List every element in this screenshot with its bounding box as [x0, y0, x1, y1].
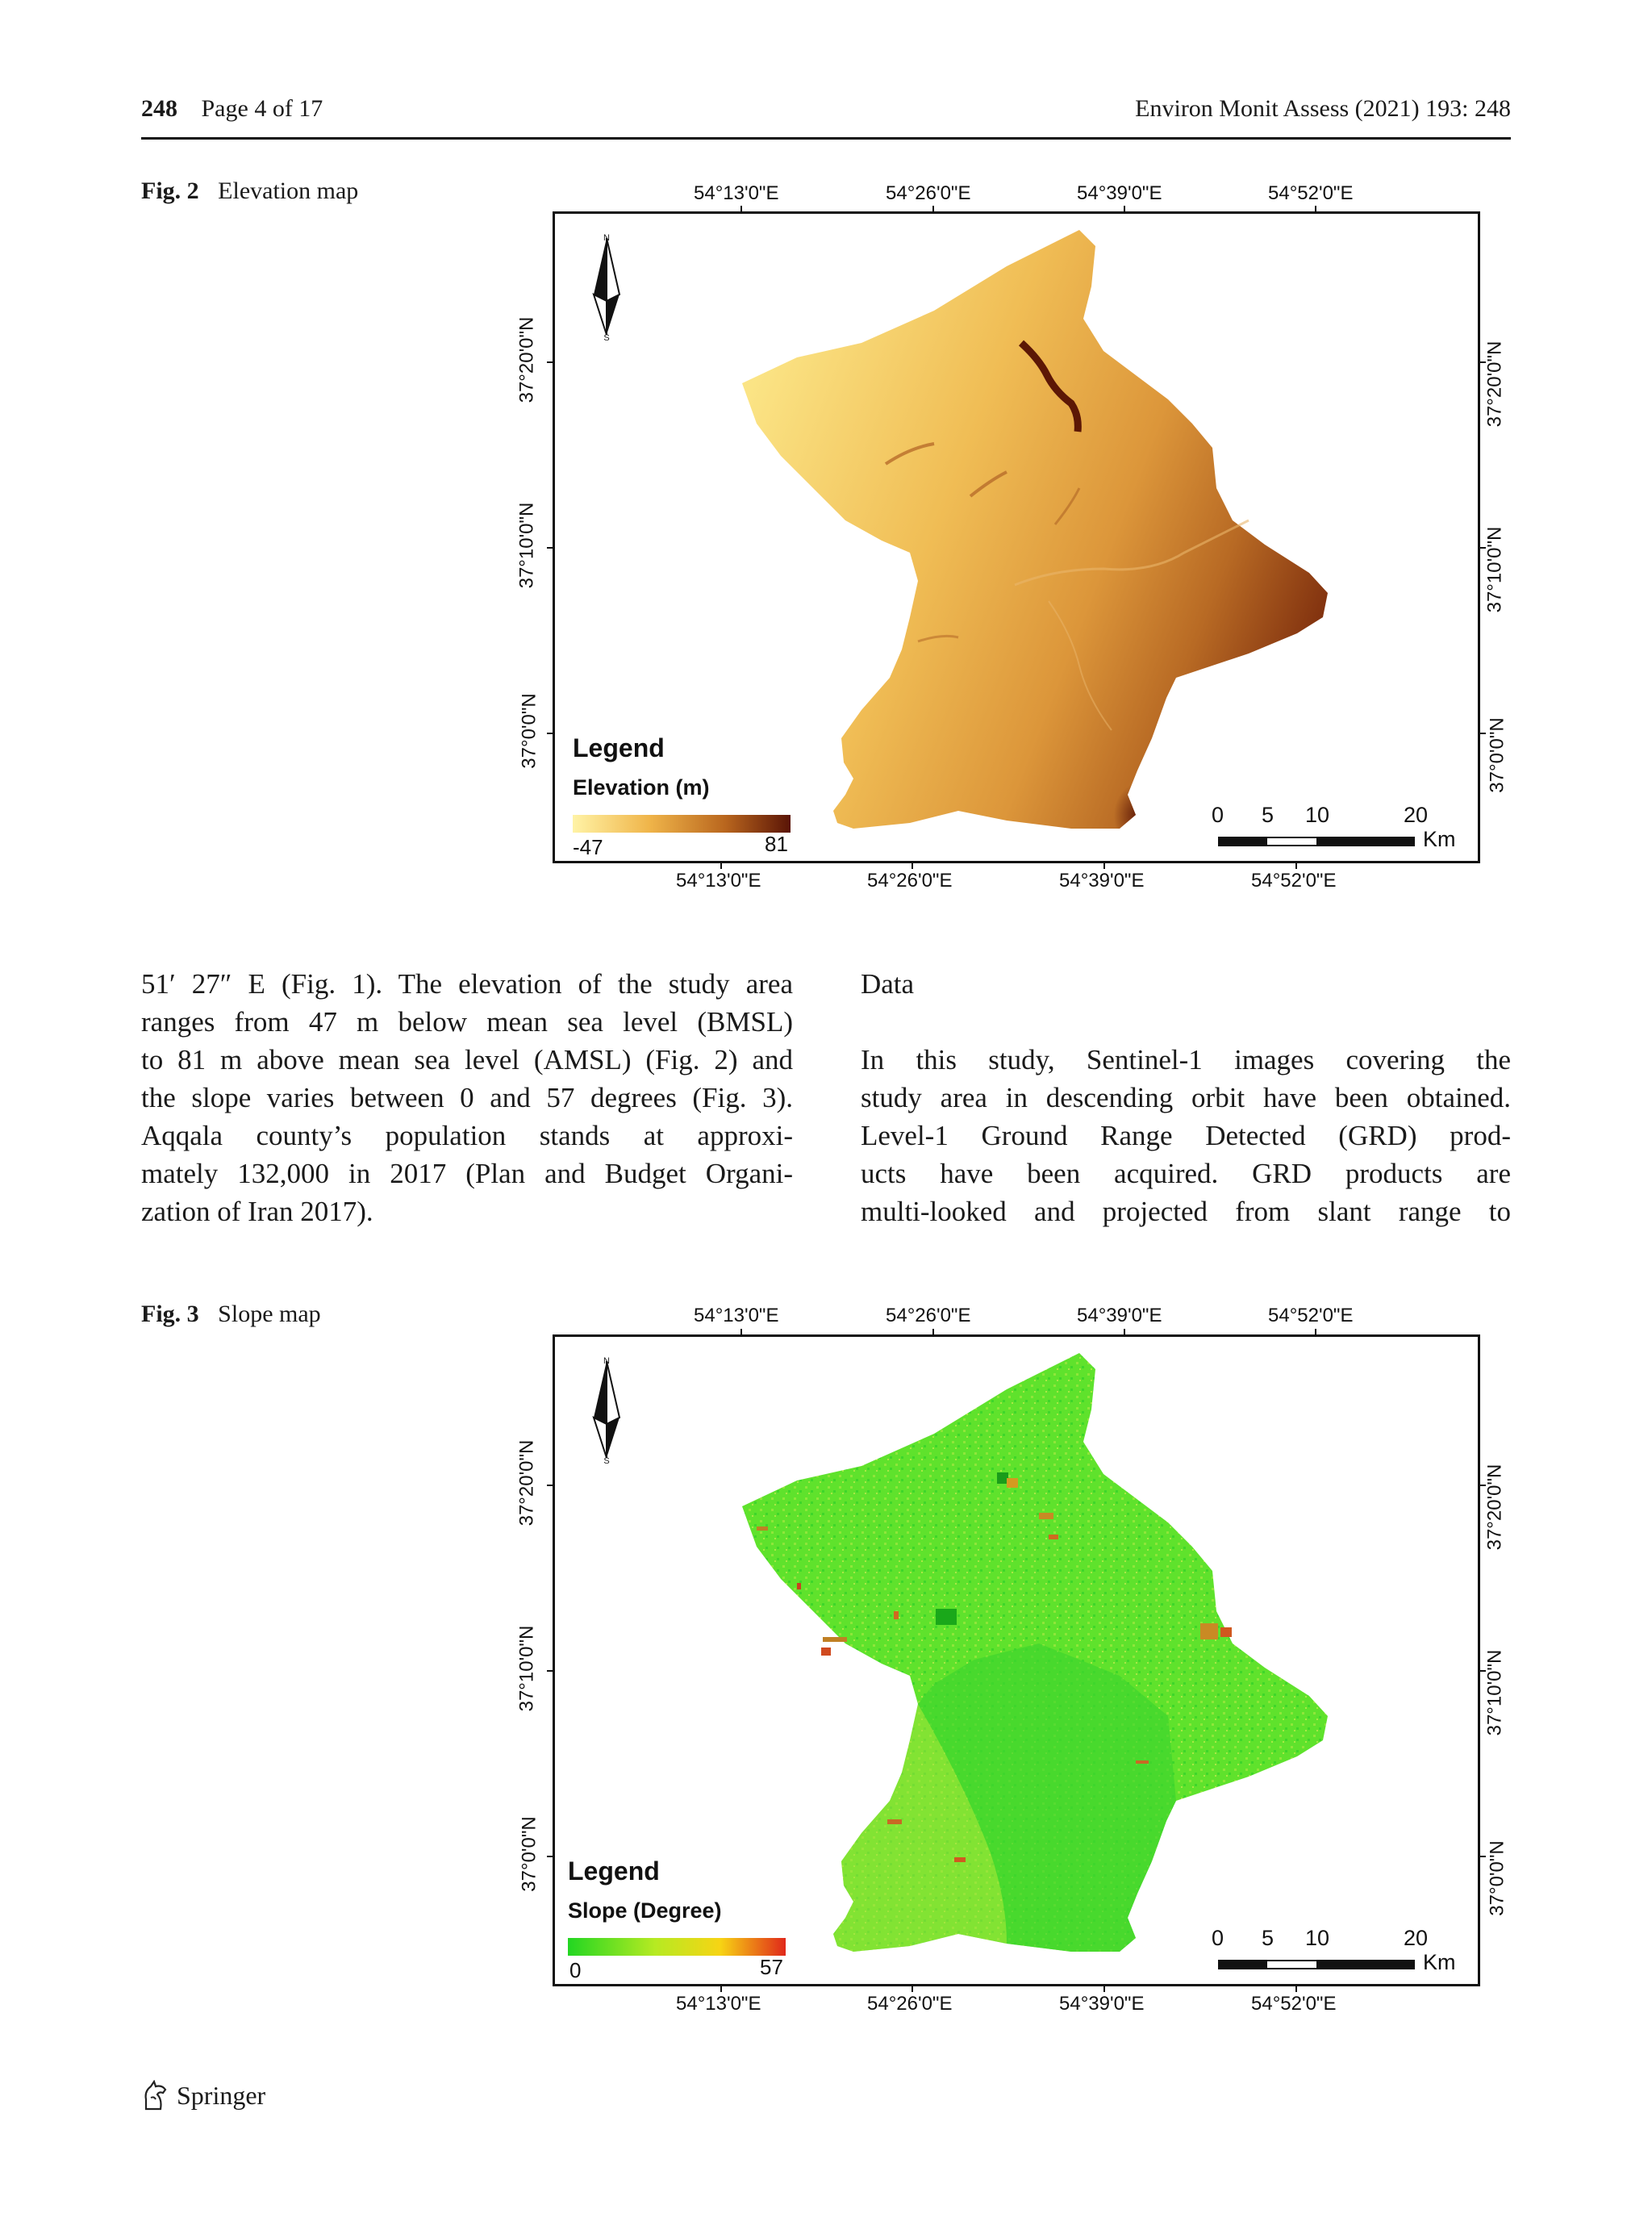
running-header-left [141, 95, 323, 123]
study-area-shape [742, 230, 1328, 829]
left-line-4: the slope varies between 0 and 57 degrees (Fig. 3). [141, 1082, 793, 1113]
elevation-color-ramp [573, 815, 791, 833]
right-line-5: multi-looked and projected from slant range to [861, 1196, 1511, 1227]
fig3-left-lat-3: 37°0'0"N [518, 1816, 540, 1892]
fig3-top-coord-3: 54°39'0"E [1077, 1305, 1162, 1326]
right-line-3: Level-1 Ground Range Detected (GRD) prod- [861, 1120, 1511, 1151]
left-line-5: Aqqala county’s population stands at approxi- [141, 1120, 793, 1151]
fig2-left-lat-1: 37°20'0"N [515, 316, 538, 403]
fig2-bottom-coord-1: 54°13'0"E [676, 870, 761, 892]
footer-publisher [141, 2080, 265, 2111]
fig3-bottom-coord-4: 54°52'0"E [1251, 1993, 1337, 2015]
fig3-right-lat-1: 37°20'0"N [1483, 1464, 1506, 1551]
fig2-bottom-coord-3: 54°39'0"E [1059, 870, 1145, 892]
fig3-top-coord-1: 54°13'0"E [694, 1305, 779, 1326]
south-label: S [603, 1456, 610, 1466]
left-line-1: 51′ 27″ E (Fig. 1). The elevation of the study area [141, 968, 793, 1000]
scale-label-20: 20 [1404, 803, 1429, 827]
fig2-caption-text: Elevation map [218, 177, 359, 204]
legend-subtitle: Elevation (m) [573, 775, 710, 800]
fig2-top-coord-4: 54°52'0"E [1268, 182, 1354, 204]
scale-label-10: 10 [1305, 803, 1330, 827]
fig2-left-lat-2: 37°10'0"N [515, 502, 538, 589]
legend-min: -47 [573, 835, 603, 859]
fig2-right-lat-3: 37°0'0"N [1486, 717, 1508, 793]
scale-unit: Km [1423, 827, 1456, 851]
scale-bar [1218, 837, 1415, 846]
slope-raster [555, 1337, 1478, 1984]
fig3-caption-text: Slope map [218, 1301, 321, 1327]
legend-subtitle: Slope (Degree) [568, 1898, 722, 1923]
fig2-right-lat-1: 37°20'0"N [1483, 340, 1506, 428]
fig3-top-coord-4: 54°52'0"E [1268, 1305, 1354, 1326]
fig2-top-coord-1: 54°13'0"E [694, 182, 779, 204]
scale-label-20: 20 [1404, 1926, 1429, 1950]
fig2-label: Fig. 2 [141, 177, 199, 204]
legend-min: 0 [569, 1958, 582, 1982]
left-column-paragraph [141, 965, 793, 1230]
left-line-3: to 81 m above mean sea level (AMSL) (Fig. 2) and [141, 1044, 793, 1075]
right-line-2: study area in descending orbit have been obtained. [861, 1082, 1511, 1113]
fig3-label: Fig. 3 [141, 1301, 199, 1327]
fig3-caption [141, 1301, 321, 1328]
fig2-right-lat-2: 37°10'0"N [1483, 526, 1506, 613]
fig2-bottom-coord-4: 54°52'0"E [1251, 870, 1337, 892]
left-line-7: zation of Iran 2017). [141, 1196, 373, 1227]
data-section-heading: Data [861, 968, 915, 1000]
slope-color-ramp [568, 1938, 786, 1956]
slope-map-frame [553, 1334, 1480, 1986]
scale-bar [1218, 1960, 1415, 1969]
page-of: Page 4 of 17 [201, 95, 323, 122]
page-number: 248 [141, 95, 177, 122]
fig3-bottom-coord-1: 54°13'0"E [676, 1993, 761, 2015]
fig3-right-lat-3: 37°0'0"N [1486, 1840, 1508, 1916]
header-rule [141, 137, 1511, 140]
fig2-top-coord-2: 54°26'0"E [886, 182, 971, 204]
north-label: N [603, 233, 610, 243]
elevation-map-frame [553, 211, 1480, 863]
fig3-right-lat-2: 37°10'0"N [1483, 1649, 1506, 1736]
fig3-left-lat-1: 37°20'0"N [515, 1439, 538, 1526]
fig3-bottom-coord-2: 54°26'0"E [867, 1993, 953, 2015]
fig2-left-lat-3: 37°0'0"N [518, 693, 540, 769]
right-line-1: In this study, Sentinel-1 images covering the [861, 1044, 1511, 1075]
fig3-top-coord-2: 54°26'0"E [886, 1305, 971, 1326]
right-line-4: ucts have been acquired. GRD products are [861, 1158, 1511, 1189]
scale-label-10: 10 [1305, 1926, 1330, 1950]
springer-horse-icon [141, 2080, 170, 2111]
scale-label-0: 0 [1212, 1926, 1224, 1950]
north-arrow-icon [594, 238, 620, 335]
legend-max: 57 [760, 1955, 783, 1979]
publisher-name: Springer [177, 2080, 266, 2110]
fig2-bottom-coord-2: 54°26'0"E [867, 870, 953, 892]
scale-label-5: 5 [1262, 1926, 1274, 1950]
fig2-top-coord-3: 54°39'0"E [1077, 182, 1162, 204]
journal-citation: Environ Monit Assess (2021) 193: 248 [1135, 95, 1511, 122]
legend-title: Legend [573, 733, 665, 762]
left-line-2: ranges from 47 m below mean sea level (BMSL) [141, 1006, 793, 1038]
right-column-paragraph [861, 1041, 1511, 1230]
fig3-bottom-coord-3: 54°39'0"E [1059, 1993, 1145, 2015]
legend-max: 81 [765, 832, 788, 856]
legend-title: Legend [568, 1856, 660, 1886]
north-arrow-icon [594, 1361, 620, 1458]
fig3-left-lat-2: 37°10'0"N [515, 1625, 538, 1712]
scale-label-5: 5 [1262, 803, 1274, 827]
fig2-caption [141, 177, 358, 205]
scale-unit: Km [1423, 1950, 1456, 1974]
elevation-raster [555, 214, 1478, 861]
north-label: N [603, 1356, 610, 1366]
scale-label-0: 0 [1212, 803, 1224, 827]
left-line-6: mately 132,000 in 2017 (Plan and Budget Organi- [141, 1158, 793, 1189]
south-label: S [603, 333, 610, 343]
